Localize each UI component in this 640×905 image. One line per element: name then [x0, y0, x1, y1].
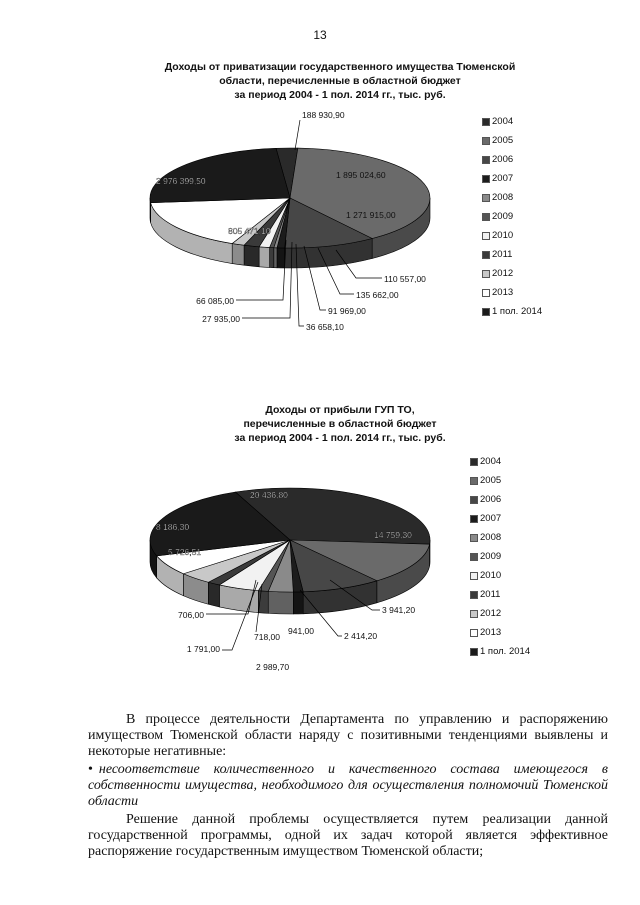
legend-swatch-icon — [482, 251, 490, 259]
legend-swatch-icon — [482, 308, 490, 316]
bullet-text: несоответствие количественного и качественного состава имеющегося в собственности имущества, необходимого для осуществления полномочий Тюменской области — [88, 762, 608, 809]
data-label: 91 969,00 — [328, 306, 366, 316]
legend-item — [482, 207, 542, 226]
chart1-title-line: области, перечисленные в областной бюджет — [219, 75, 461, 87]
bullet-dot-icon: • — [88, 762, 93, 777]
chart2-title-line: за период 2004 - 1 пол. 2014 гг., тыс. руб. — [234, 432, 446, 444]
legend-label: 2005 — [480, 474, 502, 486]
legend-label: 2011 — [480, 588, 501, 600]
legend-item — [482, 283, 542, 302]
chart2-legend — [470, 452, 530, 661]
data-label: 718,00 — [254, 632, 280, 642]
data-label: 5 726,51 — [168, 547, 202, 557]
data-label: 1 895 024,60 — [336, 170, 386, 180]
data-label: 805 471,10 — [228, 226, 271, 236]
legend-label: 1 пол. 2014 — [480, 645, 531, 657]
legend-swatch-icon — [470, 496, 478, 504]
legend-item — [470, 509, 530, 528]
legend-swatch-icon — [470, 629, 478, 637]
legend-item — [470, 528, 530, 547]
legend-swatch-icon — [470, 610, 478, 618]
legend-item — [470, 452, 530, 471]
data-label: 3 941,20 — [382, 605, 416, 615]
legend-item — [482, 188, 542, 207]
data-label: 188 930,90 — [302, 110, 345, 120]
data-label: 1 271 915,00 — [346, 210, 396, 220]
chart1-pie — [150, 110, 430, 332]
legend-label: 2008 — [480, 531, 502, 543]
page-number: 13 — [313, 28, 327, 42]
data-label: 20 436,80 — [250, 490, 288, 500]
data-label: 706,00 — [178, 610, 204, 620]
legend-label: 1 пол. 2014 — [492, 305, 543, 317]
legend-item — [482, 131, 542, 150]
legend-item — [482, 150, 542, 169]
legend-item — [470, 604, 530, 623]
data-label: 2 976 399,50 — [156, 176, 206, 186]
legend-label: 2007 — [492, 172, 514, 184]
legend-label: 2013 — [492, 286, 514, 298]
legend-label: 2006 — [492, 153, 514, 165]
legend-swatch-icon — [482, 118, 490, 126]
data-label: 2 989,70 — [256, 662, 290, 672]
legend-item — [470, 585, 530, 604]
legend-swatch-icon — [470, 477, 478, 485]
data-label: 36 658,10 — [306, 322, 344, 332]
pie-slice-side — [268, 591, 293, 614]
legend-label: 2010 — [480, 569, 502, 581]
legend-label: 2004 — [480, 455, 502, 467]
legend-swatch-icon — [470, 553, 478, 561]
legend-item — [470, 490, 530, 509]
legend-label: 2007 — [480, 512, 502, 524]
legend-item — [470, 642, 530, 661]
pie-slice-side — [208, 582, 219, 607]
legend-swatch-icon — [470, 458, 478, 466]
chart2-title-line: Доходы от прибыли ГУП ТО, — [265, 404, 415, 416]
legend-label: 2012 — [492, 267, 514, 279]
legend-swatch-icon — [482, 289, 490, 297]
legend-item — [482, 245, 542, 264]
legend-swatch-icon — [470, 515, 478, 523]
legend-swatch-icon — [482, 213, 490, 221]
bullet-item — [88, 762, 608, 810]
legend-label: 2013 — [480, 626, 502, 638]
legend-item — [482, 302, 542, 321]
data-label: 8 186,30 — [156, 522, 190, 532]
legend-label: 2009 — [480, 550, 502, 562]
legend-swatch-icon — [470, 648, 478, 656]
legend-swatch-icon — [470, 572, 478, 580]
pie-slice-side — [259, 247, 269, 268]
legend-swatch-icon — [482, 194, 490, 202]
legend-item — [482, 226, 542, 245]
legend-swatch-icon — [482, 156, 490, 164]
pie-slice-side — [274, 248, 277, 268]
data-label: 941,00 — [288, 626, 314, 636]
pie-slice-side — [293, 592, 303, 614]
legend-item — [482, 112, 542, 131]
legend-item — [470, 623, 530, 642]
legend-item — [470, 547, 530, 566]
legend-label: 2004 — [492, 115, 514, 127]
legend-item — [482, 264, 542, 283]
legend-label: 2010 — [492, 229, 514, 241]
legend-label: 2008 — [492, 191, 514, 203]
legend-label: 2009 — [492, 210, 514, 222]
chart2-pie — [150, 488, 430, 672]
data-label: 14 759,30 — [374, 530, 412, 540]
data-label: 135 662,00 — [356, 290, 399, 300]
legend-swatch-icon — [482, 232, 490, 240]
pie-slice-side — [270, 247, 274, 267]
legend-label: 2005 — [492, 134, 514, 146]
data-label: 2 414,20 — [344, 631, 378, 641]
chart1-title-line: Доходы от приватизации государственного имущества Тюменской — [164, 61, 516, 73]
pie-slice-side — [244, 245, 259, 267]
legend-label: 2012 — [480, 607, 502, 619]
chart2-title-line: перечисленные в областной бюджет — [243, 418, 437, 430]
legend-swatch-icon — [482, 137, 490, 145]
paragraph-solution: Решение данной проблемы осуществляется путем реализации данной государственной программы, одной их задач которой является эффективное распоряжение государственным имуществом Тюменской области; — [88, 812, 608, 859]
leader-line — [295, 120, 300, 150]
legend-item — [470, 566, 530, 585]
data-label: 110 557,00 — [384, 274, 426, 284]
legend-swatch-icon — [470, 534, 478, 542]
data-label: 1 791,00 — [186, 644, 220, 654]
legend-item — [482, 169, 542, 188]
pie-slice-side — [232, 244, 244, 266]
legend-label: 2006 — [480, 493, 502, 505]
legend-swatch-icon — [470, 591, 478, 599]
data-label: 66 085,00 — [196, 296, 234, 306]
chart1-title-line: за период 2004 - 1 пол. 2014 гг., тыс. руб. — [234, 89, 446, 101]
legend-item — [470, 471, 530, 490]
legend-label: 2011 — [492, 248, 513, 260]
chart1-legend — [482, 112, 542, 321]
data-label: 27 935,00 — [202, 314, 240, 324]
legend-swatch-icon — [482, 270, 490, 278]
legend-swatch-icon — [482, 175, 490, 183]
pie-slice-side — [277, 248, 285, 268]
paragraph-intro: В процессе деятельности Департамента по управлению и распоряжению имуществом Тюменской области наряду с позитивными тенденциями выявлены и некоторые негативные: — [88, 712, 608, 759]
